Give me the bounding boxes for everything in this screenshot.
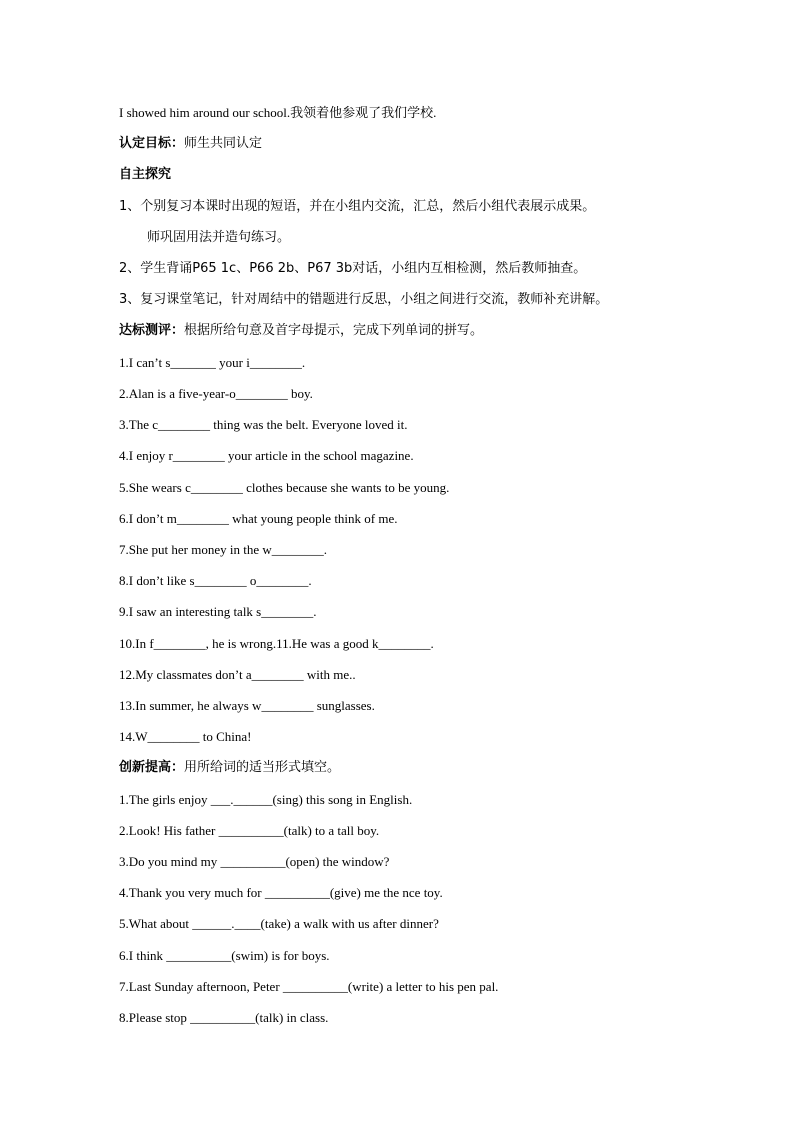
- test-item: 4.I enjoy r________ your article in the school magazine.: [119, 448, 414, 463]
- intro-sentence: I showed him around our school.我领着他参观了我们学校.: [119, 105, 437, 120]
- test-label: 达标测评：: [119, 323, 185, 338]
- improve-instruction: 用所给词的适当形式填空。: [184, 760, 341, 775]
- test-item: 9.I saw an interesting talk s________.: [119, 604, 317, 619]
- test-instruction: 根据所给句意及首字母提示，完成下列单词的拼写。: [184, 323, 484, 338]
- improve-item: 1.The girls enjoy ___.______(sing) this song in English.: [119, 792, 413, 807]
- explore-item: 3、复习课堂笔记，针对周结中的错题进行反思，小组之间进行交流，教师补充讲解。: [119, 292, 609, 307]
- test-item: 10.In f________, he is wrong.11.He was a good k________.: [119, 636, 434, 651]
- test-item: 8.I don’t like s________ o________.: [119, 573, 312, 588]
- improve-item: 3.Do you mind my __________(open) the window?: [119, 854, 390, 869]
- improve-label: 创新提高：: [119, 760, 185, 775]
- goal-text: 师生共同认定: [184, 136, 263, 151]
- test-item: 6.I don’t m________ what young people think of me.: [119, 511, 398, 526]
- improve-item: 7.Last Sunday afternoon, Peter __________(write) a letter to his pen pal.: [119, 979, 499, 994]
- test-item: 2.Alan is a five-year-o________ boy.: [119, 386, 313, 401]
- test-item: 12.My classmates don’t a________ with me..: [119, 667, 356, 682]
- improve-item: 5.What about ______.____(take) a walk with us after dinner?: [119, 916, 439, 931]
- test-item: 1.I can’t s_______ your i________.: [119, 355, 306, 370]
- improve-item: 6.I think __________(swim) is for boys.: [119, 948, 330, 963]
- goal-label: 认定目标：: [119, 136, 185, 151]
- test-item: 3.The c________ thing was the belt. Everyone loved it.: [119, 417, 408, 432]
- goal-line: [119, 135, 262, 153]
- test-item: 5.She wears c________ clothes because she wants to be young.: [119, 480, 450, 495]
- improve-item: 2.Look! His father __________(talk) to a tall boy.: [119, 823, 380, 838]
- improve-item: 4.Thank you very much for __________(give) me the nce toy.: [119, 885, 443, 900]
- test-heading: [119, 322, 483, 340]
- test-item: 13.In summer, he always w________ sunglasses.: [119, 698, 375, 713]
- improve-heading: [119, 759, 340, 777]
- explore-item: 师巩固用法并造句练习。: [147, 230, 291, 245]
- explore-item: 2、学生背诵P65 1c、P66 2b、P67 3b对话，小组内互相检测，然后教师抽查。: [119, 261, 587, 276]
- test-item: 14.W________ to China!: [119, 729, 252, 744]
- improve-item: 8.Please stop __________(talk) in class.: [119, 1010, 329, 1025]
- test-item: 7.She put her money in the w________.: [119, 542, 327, 557]
- explore-heading: 自主探究: [119, 167, 172, 182]
- explore-item: 1、个别复习本课时出现的短语，并在小组内交流，汇总，然后小组代表展示成果。: [119, 199, 596, 214]
